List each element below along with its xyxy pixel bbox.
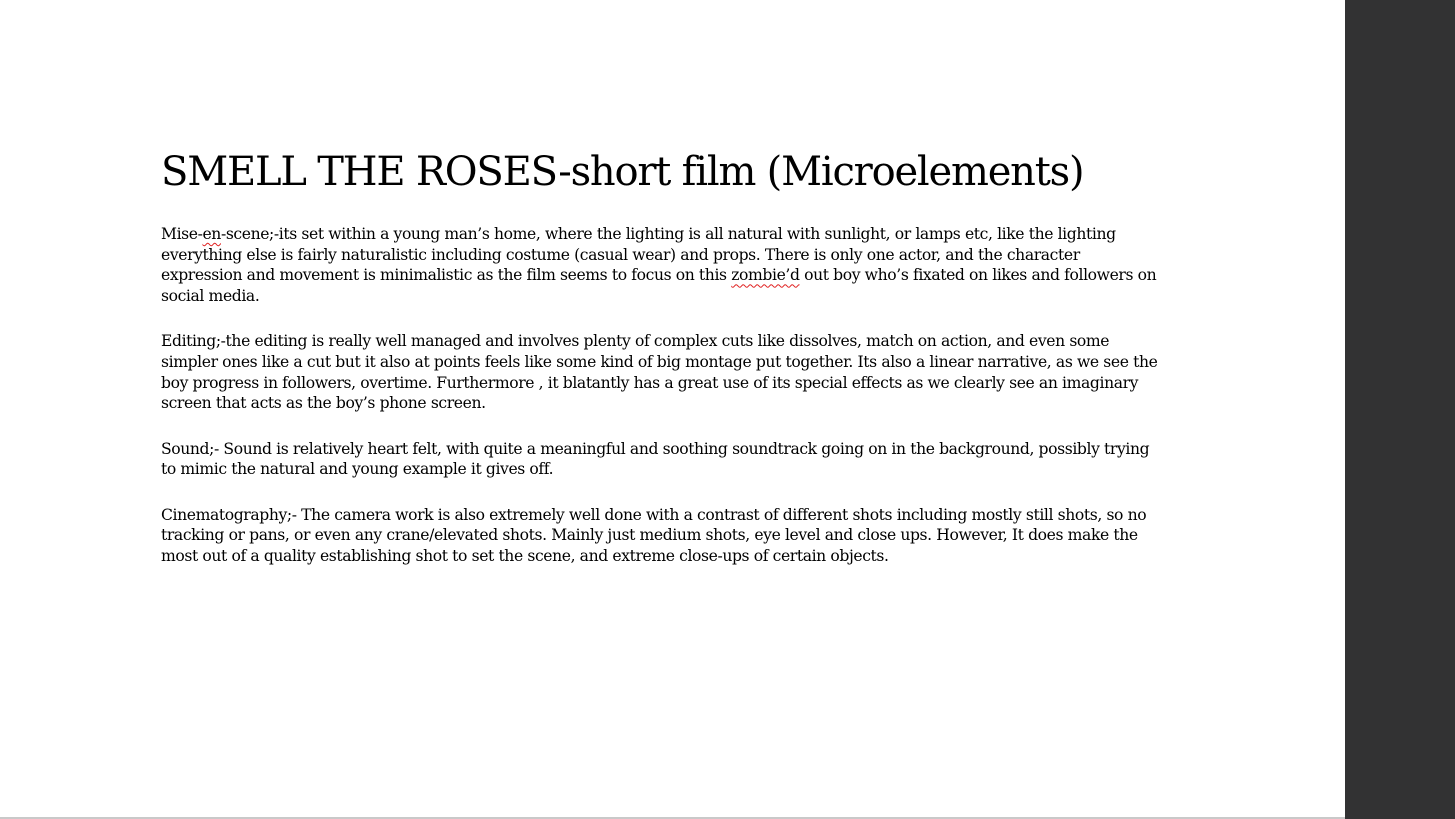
side-panel	[1345, 0, 1455, 819]
spellcheck-flagged-word[interactable]: zombie’d	[731, 266, 800, 285]
paragraph-text-segment: Cinematography;- The camera work is also extremely well done with a contrast of different shots including mostly still shots, so no tracking or pans, or even any crane/elevated shots. Mainly just medium shots, eye level and close ups. However, It does make the most out of a quality establishing shot to set the scene, and extreme close-ups of certain objects.	[161, 505, 1147, 565]
paragraph-editing[interactable]	[161, 331, 1161, 414]
paragraph-sound[interactable]	[161, 439, 1161, 480]
paragraph-text-segment: Sound;- Sound is relatively heart felt, with quite a meaningful and soothing soundtrack going on in the background, possibly trying to mimic the natural and young example it gives off.	[161, 439, 1150, 479]
paragraph-cinematography[interactable]	[161, 505, 1161, 567]
slide-title[interactable]: SMELL THE ROSES-short film (Microelements)	[161, 149, 1084, 195]
paragraph-mise-en-scene[interactable]	[161, 224, 1161, 307]
paragraph-text-segment: Editing;-the editing is really well managed and involves plenty of complex cuts like dissolves, match on action, and even some simpler ones like a cut but it also at points feels like some kind of big montage put together. Its also a linear narrative, as we see the boy progress in followers, overtime. Furthermore , it blatantly has a great use of its special effects as we clearly see an imaginary screen that acts as the boy’s phone screen.	[161, 332, 1158, 413]
paragraph-text-segment: out boy who’s fixated on likes and followers on social media.	[161, 266, 1157, 306]
slide-body-text[interactable]	[161, 224, 1161, 591]
paragraph-text-segment: Mise-	[161, 225, 203, 243]
paragraph-text-segment: -scene;-its set within a young man’s home, where the lighting is all natural with sunlight, or lamps etc, like the lighting everything else is fairly naturalistic including costume (casual wear) and props. There is only one actor, and the character expression and movement is minimalistic as the film seems to focus on this	[161, 225, 1116, 285]
spellcheck-flagged-word[interactable]: en	[202, 225, 221, 243]
